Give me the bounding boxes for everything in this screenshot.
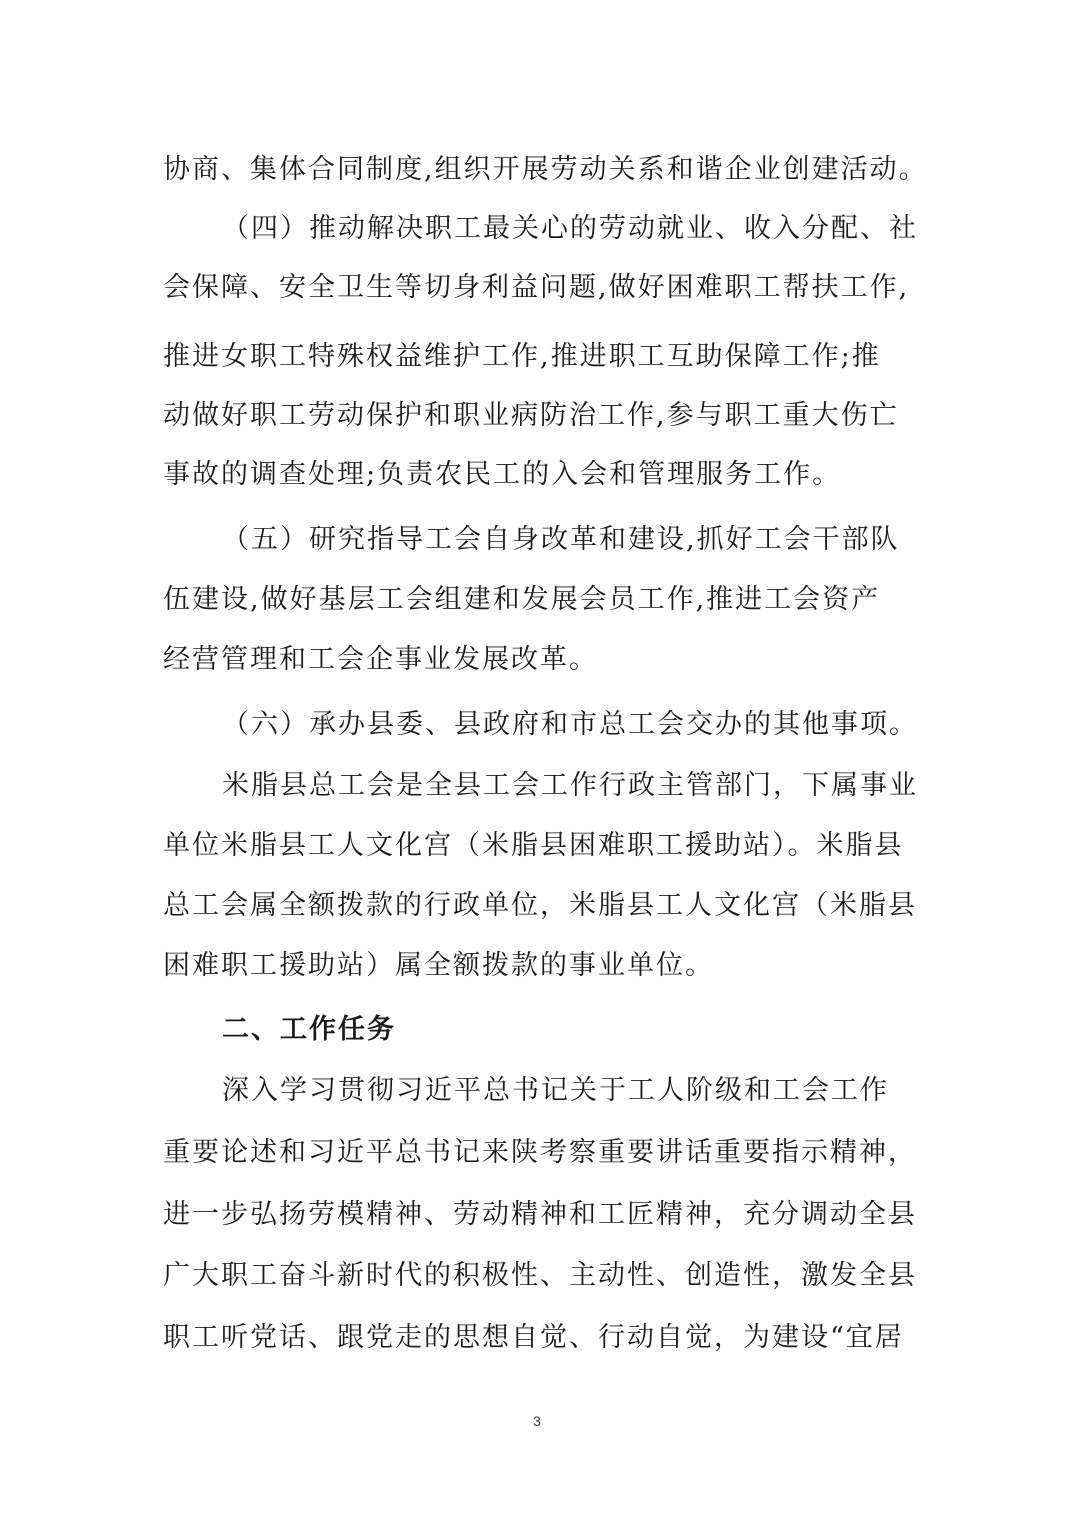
- body-line-17: 进一步弘扬劳模精神、劳动精神和工匠精神，充分调动全县: [163, 1199, 917, 1230]
- body-line-4: 推进女职工特殊权益维护工作,推进职工互助保障工作;推: [163, 341, 881, 372]
- body-line-16: 重要论述和习近平总书记来陕考察重要讲话重要指示精神，: [163, 1137, 917, 1168]
- body-line-11: 米脂县总工会是全县工会工作行政主管部门，下属事业: [222, 770, 918, 801]
- body-line-13: 总工会属全额拨款的行政单位，米脂县工人文化宫（米脂县: [163, 890, 917, 921]
- body-line-12: 单位米脂县工人文化宫（米脂县困难职工援助站）。米脂县: [163, 830, 904, 861]
- body-line-18: 广大职工奋斗新时代的积极性、主动性、创造性，激发全县: [163, 1260, 917, 1291]
- body-line-14: 困难职工援助站）属全额拨款的事业单位。: [163, 950, 714, 981]
- body-line-10: （六）承办县委、县政府和市总工会交办的其他事项。: [222, 709, 918, 740]
- body-line-2: （四）推动解决职工最关心的劳动就业、收入分配、社: [222, 213, 918, 244]
- body-line-7: （五）研究指导工会自身改革和建设,抓好工会干部队: [222, 524, 900, 555]
- body-line-19: 职工听党话、跟党走的思想自觉、行动自觉，为建设“宜居: [163, 1322, 904, 1353]
- body-line-15: 深入学习贯彻习近平总书记关于工人阶级和工会工作: [222, 1075, 889, 1106]
- section-heading: 二、工作任务: [222, 1014, 396, 1045]
- body-line-6: 事故的调查处理;负责农民工的入会和管理服务工作。: [163, 459, 842, 490]
- body-line-1: 协商、集体合同制度,组织开展劳动关系和谐企业创建活动。: [163, 154, 928, 185]
- body-line-3: 会保障、安全卫生等切身利益问题,做好困难职工帮扶工作,: [163, 272, 910, 303]
- page-number: 3: [533, 1413, 541, 1429]
- body-line-8: 伍建设,做好基层工会组建和发展会员工作,推进工会资产: [163, 584, 881, 615]
- body-line-5: 动做好职工劳动保护和职业病防治工作,参与职工重大伤亡: [163, 400, 899, 431]
- body-line-9: 经营管理和工会企事业发展改革。: [163, 644, 598, 675]
